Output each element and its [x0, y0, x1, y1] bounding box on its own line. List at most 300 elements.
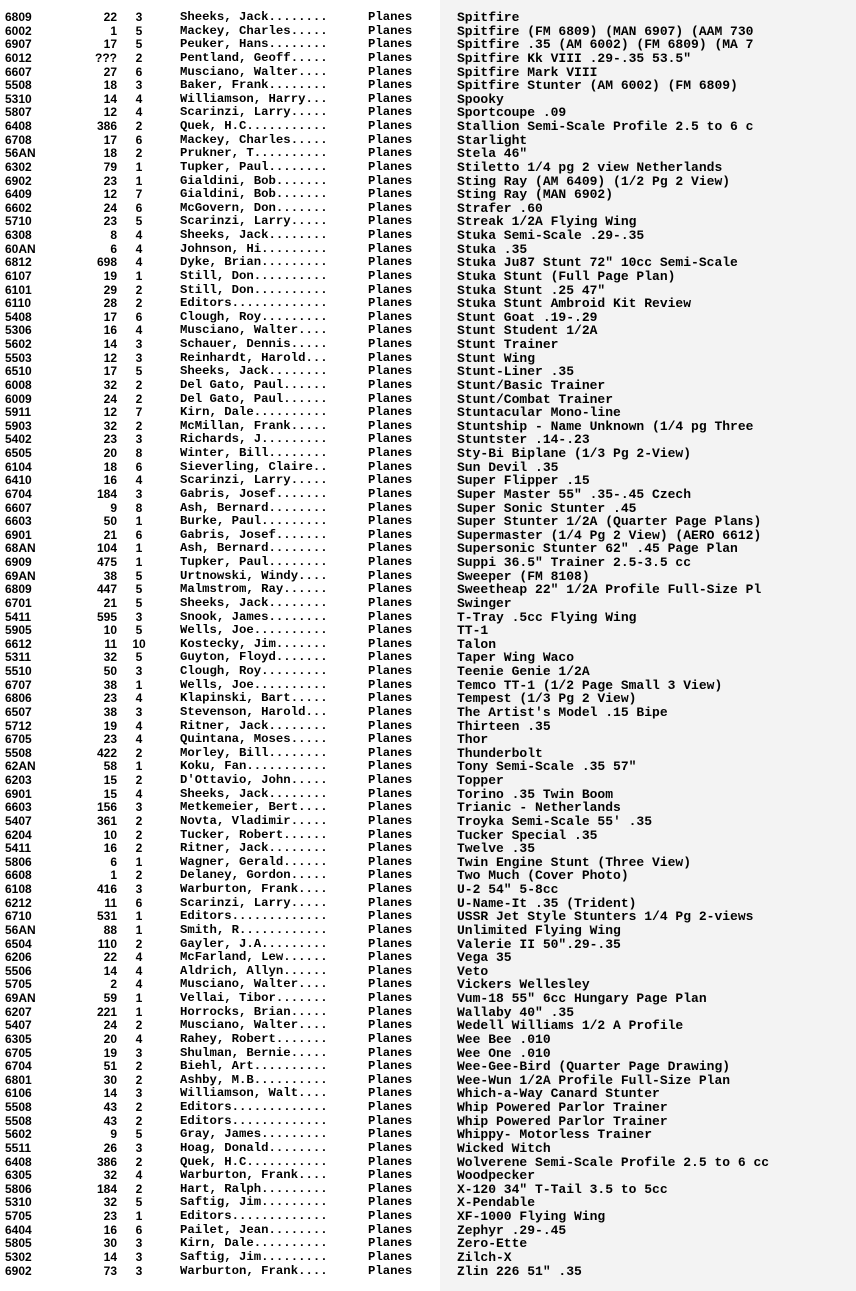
author-name: Ash, Bernard........ — [180, 542, 328, 556]
index-row — [0, 869, 856, 883]
plan-title: Spitfire .35 (AM 6002) (FM 6809) (MA 7 — [457, 38, 754, 52]
index-row — [0, 1019, 856, 1033]
plan-title: Super Flipper .15 — [457, 474, 590, 488]
author-name: Musciano, Walter.... — [180, 324, 328, 338]
issue-code: 6408 — [5, 119, 32, 133]
author-name: Ash, Bernard........ — [180, 501, 328, 515]
issue-code: 6710 — [5, 909, 32, 924]
issue-code: 5905 — [5, 623, 32, 638]
page-count: 4 — [135, 786, 143, 801]
plan-title: Sweeper (FM 8108) — [457, 569, 590, 584]
index-row — [0, 79, 856, 93]
index-row — [0, 692, 856, 706]
author-name: Smith, R............ — [180, 923, 328, 937]
author-name: Warburton, Frank.... — [180, 883, 328, 896]
category-label: Planes — [368, 786, 413, 801]
index-row — [0, 597, 856, 611]
page-number: 386 — [96, 119, 117, 133]
category-label: Planes — [368, 1236, 413, 1251]
category-label: Planes — [368, 296, 413, 311]
page-count: 3 — [135, 664, 143, 678]
issue-code: 6507 — [5, 704, 32, 719]
page-count: 3 — [135, 350, 143, 365]
issue-code: 6510 — [5, 364, 32, 379]
category-label: Planes — [368, 1181, 413, 1196]
page-count: 5 — [135, 1127, 143, 1142]
plan-title: X-Pendable — [457, 1196, 536, 1210]
author-name: Urtnowski, Windy.... — [180, 569, 328, 583]
author-name: Peuker, Hans........ — [180, 38, 328, 52]
index-row — [0, 365, 856, 379]
page-count: 2 — [135, 1059, 143, 1074]
category-label: Planes — [368, 1086, 413, 1101]
category-label: Planes — [368, 500, 413, 515]
page-number: 38 — [103, 704, 117, 719]
page-count: 3 — [135, 432, 143, 447]
page-count: 1 — [135, 991, 143, 1005]
page-number: 18 — [103, 146, 117, 161]
page-number: 32 — [103, 1168, 117, 1183]
index-row — [0, 788, 856, 802]
page-number: 416 — [96, 882, 117, 896]
issue-code: 5508 — [5, 78, 32, 93]
author-name: Musciano, Walter.... — [180, 1019, 328, 1033]
issue-code: 6812 — [5, 255, 32, 270]
issue-code: 6608 — [5, 868, 32, 883]
index-row — [0, 379, 856, 393]
page-count: 3 — [135, 1236, 143, 1251]
page-count: 1 — [135, 1209, 143, 1223]
author-name: Del Gato, Paul...... — [180, 378, 328, 392]
page-number: 73 — [103, 1263, 117, 1278]
page-number: 17 — [103, 132, 117, 147]
page-count: 3 — [135, 609, 143, 624]
issue-code: 68AN — [5, 541, 36, 556]
plan-title: T-Tray .5cc Flying Wing — [457, 610, 637, 625]
index-row — [0, 938, 856, 952]
index-row — [0, 992, 856, 1006]
category-label: Planes — [368, 1249, 413, 1264]
page-count: 6 — [135, 459, 143, 474]
author-name: Mackey, Charles..... — [180, 133, 328, 147]
issue-code: 6902 — [5, 1263, 32, 1278]
index-row — [0, 529, 856, 543]
issue-code: 6704 — [5, 486, 32, 501]
category-label: Planes — [368, 282, 413, 297]
page-number: 15 — [103, 786, 117, 801]
page-count: 4 — [135, 977, 143, 992]
plan-title: Which-a-Way Canard Stunter — [457, 1087, 660, 1101]
page-number: 12 — [103, 350, 117, 365]
page-number: 17 — [103, 309, 117, 324]
page-number: 156 — [96, 800, 117, 815]
category-label: Planes — [368, 1031, 413, 1046]
plan-title: Stunt/Basic Trainer — [457, 378, 606, 393]
author-name: Quek, H.C........... — [180, 120, 328, 133]
author-name: Johnson, Hi......... — [180, 242, 328, 256]
page-number: 361 — [96, 813, 117, 828]
plan-title: Supersonic Stunter 62" .45 Page Plan — [457, 542, 738, 556]
category-label: Planes — [368, 173, 413, 188]
page-count: 5 — [135, 1195, 143, 1210]
category-label: Planes — [368, 1140, 413, 1155]
page-count: 3 — [135, 704, 143, 719]
index-row — [0, 284, 856, 298]
issue-code: 6801 — [5, 1072, 32, 1087]
index-row — [0, 1156, 856, 1170]
issue-code: 5407 — [5, 813, 32, 828]
issue-code: 6104 — [5, 459, 32, 474]
page-count: 2 — [135, 1113, 143, 1128]
index-row — [0, 883, 856, 897]
page-count: 8 — [135, 500, 143, 515]
page-number: 43 — [103, 1100, 117, 1114]
plan-title: Valerie II 50".29-.35 — [457, 937, 621, 952]
category-label: Planes — [368, 773, 413, 787]
author-name: Malmstrom, Ray...... — [180, 583, 328, 597]
author-name: Clough, Roy......... — [180, 665, 328, 678]
category-label: Planes — [368, 514, 413, 529]
index-row — [0, 978, 856, 992]
category-label: Planes — [368, 1004, 413, 1019]
index-row — [0, 161, 856, 175]
plan-title: Stiletto 1/4 pg 2 view Netherlands — [457, 160, 723, 175]
index-row — [0, 406, 856, 420]
category-label: Planes — [368, 813, 413, 828]
page-count: 1 — [135, 677, 143, 692]
plan-title: Stuka Stunt .25 47" — [457, 283, 606, 298]
category-label: Planes — [368, 132, 413, 147]
page-count: 6 — [135, 309, 143, 324]
plan-title: Streak 1/2A Flying Wing — [457, 215, 637, 229]
issue-code: 69AN — [5, 568, 36, 583]
page-count: 4 — [135, 718, 143, 733]
page-number: 23 — [103, 1209, 117, 1223]
category-label: Planes — [368, 337, 413, 351]
page-number: 16 — [103, 841, 117, 856]
index-row — [0, 229, 856, 243]
issue-code: 6008 — [5, 377, 32, 392]
page-number: 32 — [103, 1195, 117, 1210]
issue-code: 5407 — [5, 1018, 32, 1033]
issue-code: 6504 — [5, 936, 32, 951]
plan-title: USSR Jet Style Stunters 1/4 Pg 2-views — [457, 910, 754, 924]
page-count: 5 — [135, 650, 143, 665]
page-count: 1 — [135, 759, 143, 774]
page-count: 4 — [135, 91, 143, 106]
page-count: 4 — [135, 950, 143, 965]
category-label: Planes — [368, 977, 413, 992]
plan-title: Stuka Semi-Scale .29-.35 — [457, 229, 645, 243]
plan-title: Starlight — [457, 133, 528, 148]
plan-title: Suppi 36.5" Trainer 2.5-3.5 cc — [457, 556, 692, 570]
index-row — [0, 679, 856, 693]
index-row — [0, 910, 856, 924]
plan-title: Stunt Goat .19-.29 — [457, 310, 598, 325]
page-number: 6 — [110, 241, 117, 256]
page-count: 3 — [135, 1249, 143, 1264]
issue-code: 6308 — [5, 228, 32, 242]
page-number: 27 — [103, 64, 117, 79]
page-number: 16 — [103, 1222, 117, 1237]
plan-title: Spitfire — [457, 11, 520, 25]
issue-code: 60AN — [5, 241, 36, 256]
index-row — [0, 1142, 856, 1156]
page-number: 8 — [110, 228, 117, 242]
author-name: Sheeks, Jack........ — [180, 365, 328, 379]
category-label: Planes — [368, 446, 413, 460]
plan-title: Stunt-Liner .35 — [457, 365, 575, 379]
author-name: Klapinski, Bart..... — [180, 692, 328, 706]
page-count: 6 — [135, 132, 143, 147]
page-count: 2 — [135, 1018, 143, 1033]
category-label: Planes — [368, 950, 413, 965]
issue-code: 6212 — [5, 895, 32, 910]
plan-title: Wee-Wun 1/2A Profile Full-Size Plan — [457, 1073, 731, 1088]
plan-title: Woodpecker — [457, 1169, 536, 1183]
category-label: Planes — [368, 1113, 413, 1128]
index-row — [0, 801, 856, 815]
page-number: 16 — [103, 323, 117, 338]
category-label: Planes — [368, 309, 413, 324]
page-number: 18 — [103, 78, 117, 93]
page-number: 58 — [103, 759, 117, 774]
page-count: 4 — [135, 323, 143, 338]
plan-title: Spooky — [457, 92, 504, 107]
page-number: 24 — [103, 1018, 117, 1033]
issue-code: 5310 — [5, 1195, 32, 1210]
author-name: Pentland, Geoff..... — [180, 51, 328, 65]
page-number: 20 — [103, 1031, 117, 1046]
plan-title: Wallaby 40" .35 — [457, 1005, 575, 1020]
plan-title: Spitfire (FM 6809) (MAN 6907) (AAM 730 — [457, 24, 754, 39]
author-name: Sheeks, Jack........ — [180, 229, 328, 242]
issue-code: 6505 — [5, 446, 32, 460]
index-row — [0, 624, 856, 638]
index-row — [0, 420, 856, 434]
plan-title: Zero-Ette — [457, 1237, 528, 1251]
category-label: Planes — [368, 268, 413, 283]
plan-title: Wee One .010 — [457, 1046, 551, 1061]
index-row — [0, 733, 856, 747]
plan-title: Swinger — [457, 596, 512, 611]
plan-title: Twelve .35 — [457, 842, 536, 856]
author-name: Wells, Joe.......... — [180, 624, 328, 638]
page-number: 447 — [96, 582, 117, 597]
issue-code: 5503 — [5, 350, 32, 365]
issue-code: 5310 — [5, 91, 32, 106]
issue-code: 6806 — [5, 691, 32, 706]
author-name: McFarland, Lew...... — [180, 951, 328, 965]
category-label: Planes — [368, 732, 413, 747]
index-row — [0, 1033, 856, 1047]
plan-title: XF-1000 Flying Wing — [457, 1210, 606, 1224]
plan-title: Veto — [457, 964, 489, 979]
page-number: 221 — [96, 1004, 117, 1019]
page-count: 2 — [135, 50, 143, 65]
page-count: 4 — [135, 1031, 143, 1046]
page-number: 386 — [96, 1154, 117, 1169]
plan-title: Wee-Gee-Bird (Quarter Page Drawing) — [457, 1060, 731, 1074]
page-number: 16 — [103, 473, 117, 488]
index-row — [0, 542, 856, 556]
category-label: Planes — [368, 459, 413, 474]
issue-code: 6207 — [5, 1004, 32, 1019]
category-label: Planes — [368, 854, 413, 869]
index-row — [0, 461, 856, 475]
issue-code: 62AN — [5, 759, 36, 774]
category-label: Planes — [368, 1222, 413, 1237]
page-number: 15 — [103, 773, 117, 787]
page-count: 2 — [135, 936, 143, 951]
category-label: Planes — [368, 963, 413, 978]
plan-title: X-120 34" T-Tail 3.5 to 5cc — [457, 1182, 668, 1197]
page-count: 1 — [135, 173, 143, 188]
issue-code: 5806 — [5, 854, 32, 869]
page-number: 79 — [103, 159, 117, 174]
index-row — [0, 1074, 856, 1088]
plan-title: Sportcoupe .09 — [457, 106, 567, 120]
page-number: 9 — [110, 1127, 117, 1142]
index-row — [0, 1060, 856, 1074]
issue-code: 6106 — [5, 1086, 32, 1101]
category-label: Planes — [368, 486, 413, 501]
page-count: 1 — [135, 541, 143, 556]
issue-code: 6607 — [5, 500, 32, 515]
author-name: Editors............. — [180, 297, 328, 311]
page-count: 2 — [135, 827, 143, 842]
page-number: 38 — [103, 677, 117, 692]
page-count: 2 — [135, 773, 143, 787]
author-name: Prukner, T.......... — [180, 147, 328, 161]
page-number: 531 — [96, 909, 117, 924]
plan-title: Stuka .35 — [457, 242, 528, 257]
index-row — [0, 1169, 856, 1183]
index-row — [0, 488, 856, 502]
index-row — [0, 311, 856, 325]
page-count: 6 — [135, 527, 143, 542]
author-name: Gialdini, Bob....... — [180, 174, 328, 188]
author-name: Ashby, M.B.......... — [180, 1073, 328, 1087]
author-name: Quek, H.C........... — [180, 1155, 328, 1169]
plan-title: Vega 35 — [457, 951, 512, 965]
plan-title: Strafer .60 — [457, 201, 543, 216]
author-name: Editors............. — [180, 910, 328, 924]
page-number: 14 — [103, 91, 117, 106]
author-name: Richards, J......... — [180, 433, 328, 447]
index-row — [0, 106, 856, 120]
index-row — [0, 66, 856, 80]
page-count: 1 — [135, 909, 143, 924]
page-count: 3 — [135, 882, 143, 896]
plan-title: Zilch-X — [457, 1250, 512, 1265]
index-row — [0, 1006, 856, 1020]
page-number: 24 — [103, 391, 117, 406]
plan-title: Trianic - Netherlands — [457, 801, 621, 815]
page-number: 23 — [103, 432, 117, 447]
page-count: 3 — [135, 10, 143, 24]
page-number: 22 — [103, 10, 117, 24]
category-label: Planes — [368, 841, 413, 856]
plan-title: Thirteen .35 — [457, 719, 551, 734]
page-count: 4 — [135, 1168, 143, 1183]
category-label: Planes — [368, 609, 413, 624]
issue-code: 6204 — [5, 827, 32, 842]
page-count: 7 — [135, 405, 143, 420]
category-label: Planes — [368, 895, 413, 910]
page-count: 4 — [135, 691, 143, 706]
issue-code: 5411 — [5, 609, 32, 624]
author-name: Novta, Vladimir..... — [180, 814, 328, 828]
issue-code: 6901 — [5, 786, 32, 801]
page-count: 3 — [135, 800, 143, 815]
author-name: Vellai, Tibor....... — [180, 992, 328, 1005]
author-name: Snook, James........ — [180, 610, 328, 624]
page-count: 3 — [135, 486, 143, 501]
category-label: Planes — [368, 228, 413, 242]
plan-title: Stallion Semi-Scale Profile 2.5 to 6 c — [457, 120, 754, 134]
page-number: 19 — [103, 268, 117, 283]
plan-title: Stunt/Combat Trainer — [457, 392, 614, 407]
page-count: 5 — [135, 582, 143, 597]
issue-code: 5710 — [5, 214, 32, 229]
page-number: 23 — [103, 732, 117, 747]
page-number: 184 — [96, 486, 117, 501]
index-row — [0, 760, 856, 774]
page-count: 2 — [135, 377, 143, 392]
issue-code: 6404 — [5, 1222, 32, 1237]
category-label: Planes — [368, 922, 413, 937]
index-row — [0, 1210, 856, 1224]
category-label: Planes — [368, 800, 413, 815]
author-name: Wells, Joe.......... — [180, 678, 328, 692]
category-label: Planes — [368, 146, 413, 161]
page-number: 12 — [103, 187, 117, 202]
issue-code: 5705 — [5, 1209, 32, 1223]
category-label: Planes — [368, 473, 413, 488]
author-name: Still, Don.......... — [180, 269, 328, 283]
plan-title: Stunt Trainer — [457, 338, 559, 352]
category-label: Planes — [368, 759, 413, 774]
issue-code: 6602 — [5, 200, 32, 215]
page-count: 2 — [135, 391, 143, 406]
plan-title: Two Much (Cover Photo) — [457, 869, 629, 883]
plan-title: Unlimited Flying Wing — [457, 923, 621, 938]
author-name: Winter, Bill........ — [180, 447, 328, 460]
plan-title: Troyka Semi-Scale 55' .35 — [457, 814, 653, 829]
author-name: Warburton, Frank.... — [180, 1264, 328, 1278]
category-label: Planes — [368, 214, 413, 229]
author-name: Morley, Bill........ — [180, 746, 328, 760]
plan-title: Wedell Williams 1/2 A Profile — [457, 1019, 684, 1033]
plan-title: Stunt Wing — [457, 351, 536, 366]
category-label: Planes — [368, 1018, 413, 1033]
author-name: Tupker, Paul........ — [180, 556, 328, 569]
page-number: 30 — [103, 1072, 117, 1087]
author-name: Musciano, Walter.... — [180, 65, 328, 79]
category-label: Planes — [368, 105, 413, 120]
author-name: Still, Don.......... — [180, 283, 328, 297]
page-number: 1 — [110, 868, 117, 883]
category-label: Planes — [368, 582, 413, 597]
page-count: 3 — [135, 1263, 143, 1278]
issue-code: 5805 — [5, 1236, 32, 1251]
index-row — [0, 352, 856, 366]
category-label: Planes — [368, 187, 413, 202]
index-row — [0, 120, 856, 134]
index-row — [0, 188, 856, 202]
index-row — [0, 515, 856, 529]
